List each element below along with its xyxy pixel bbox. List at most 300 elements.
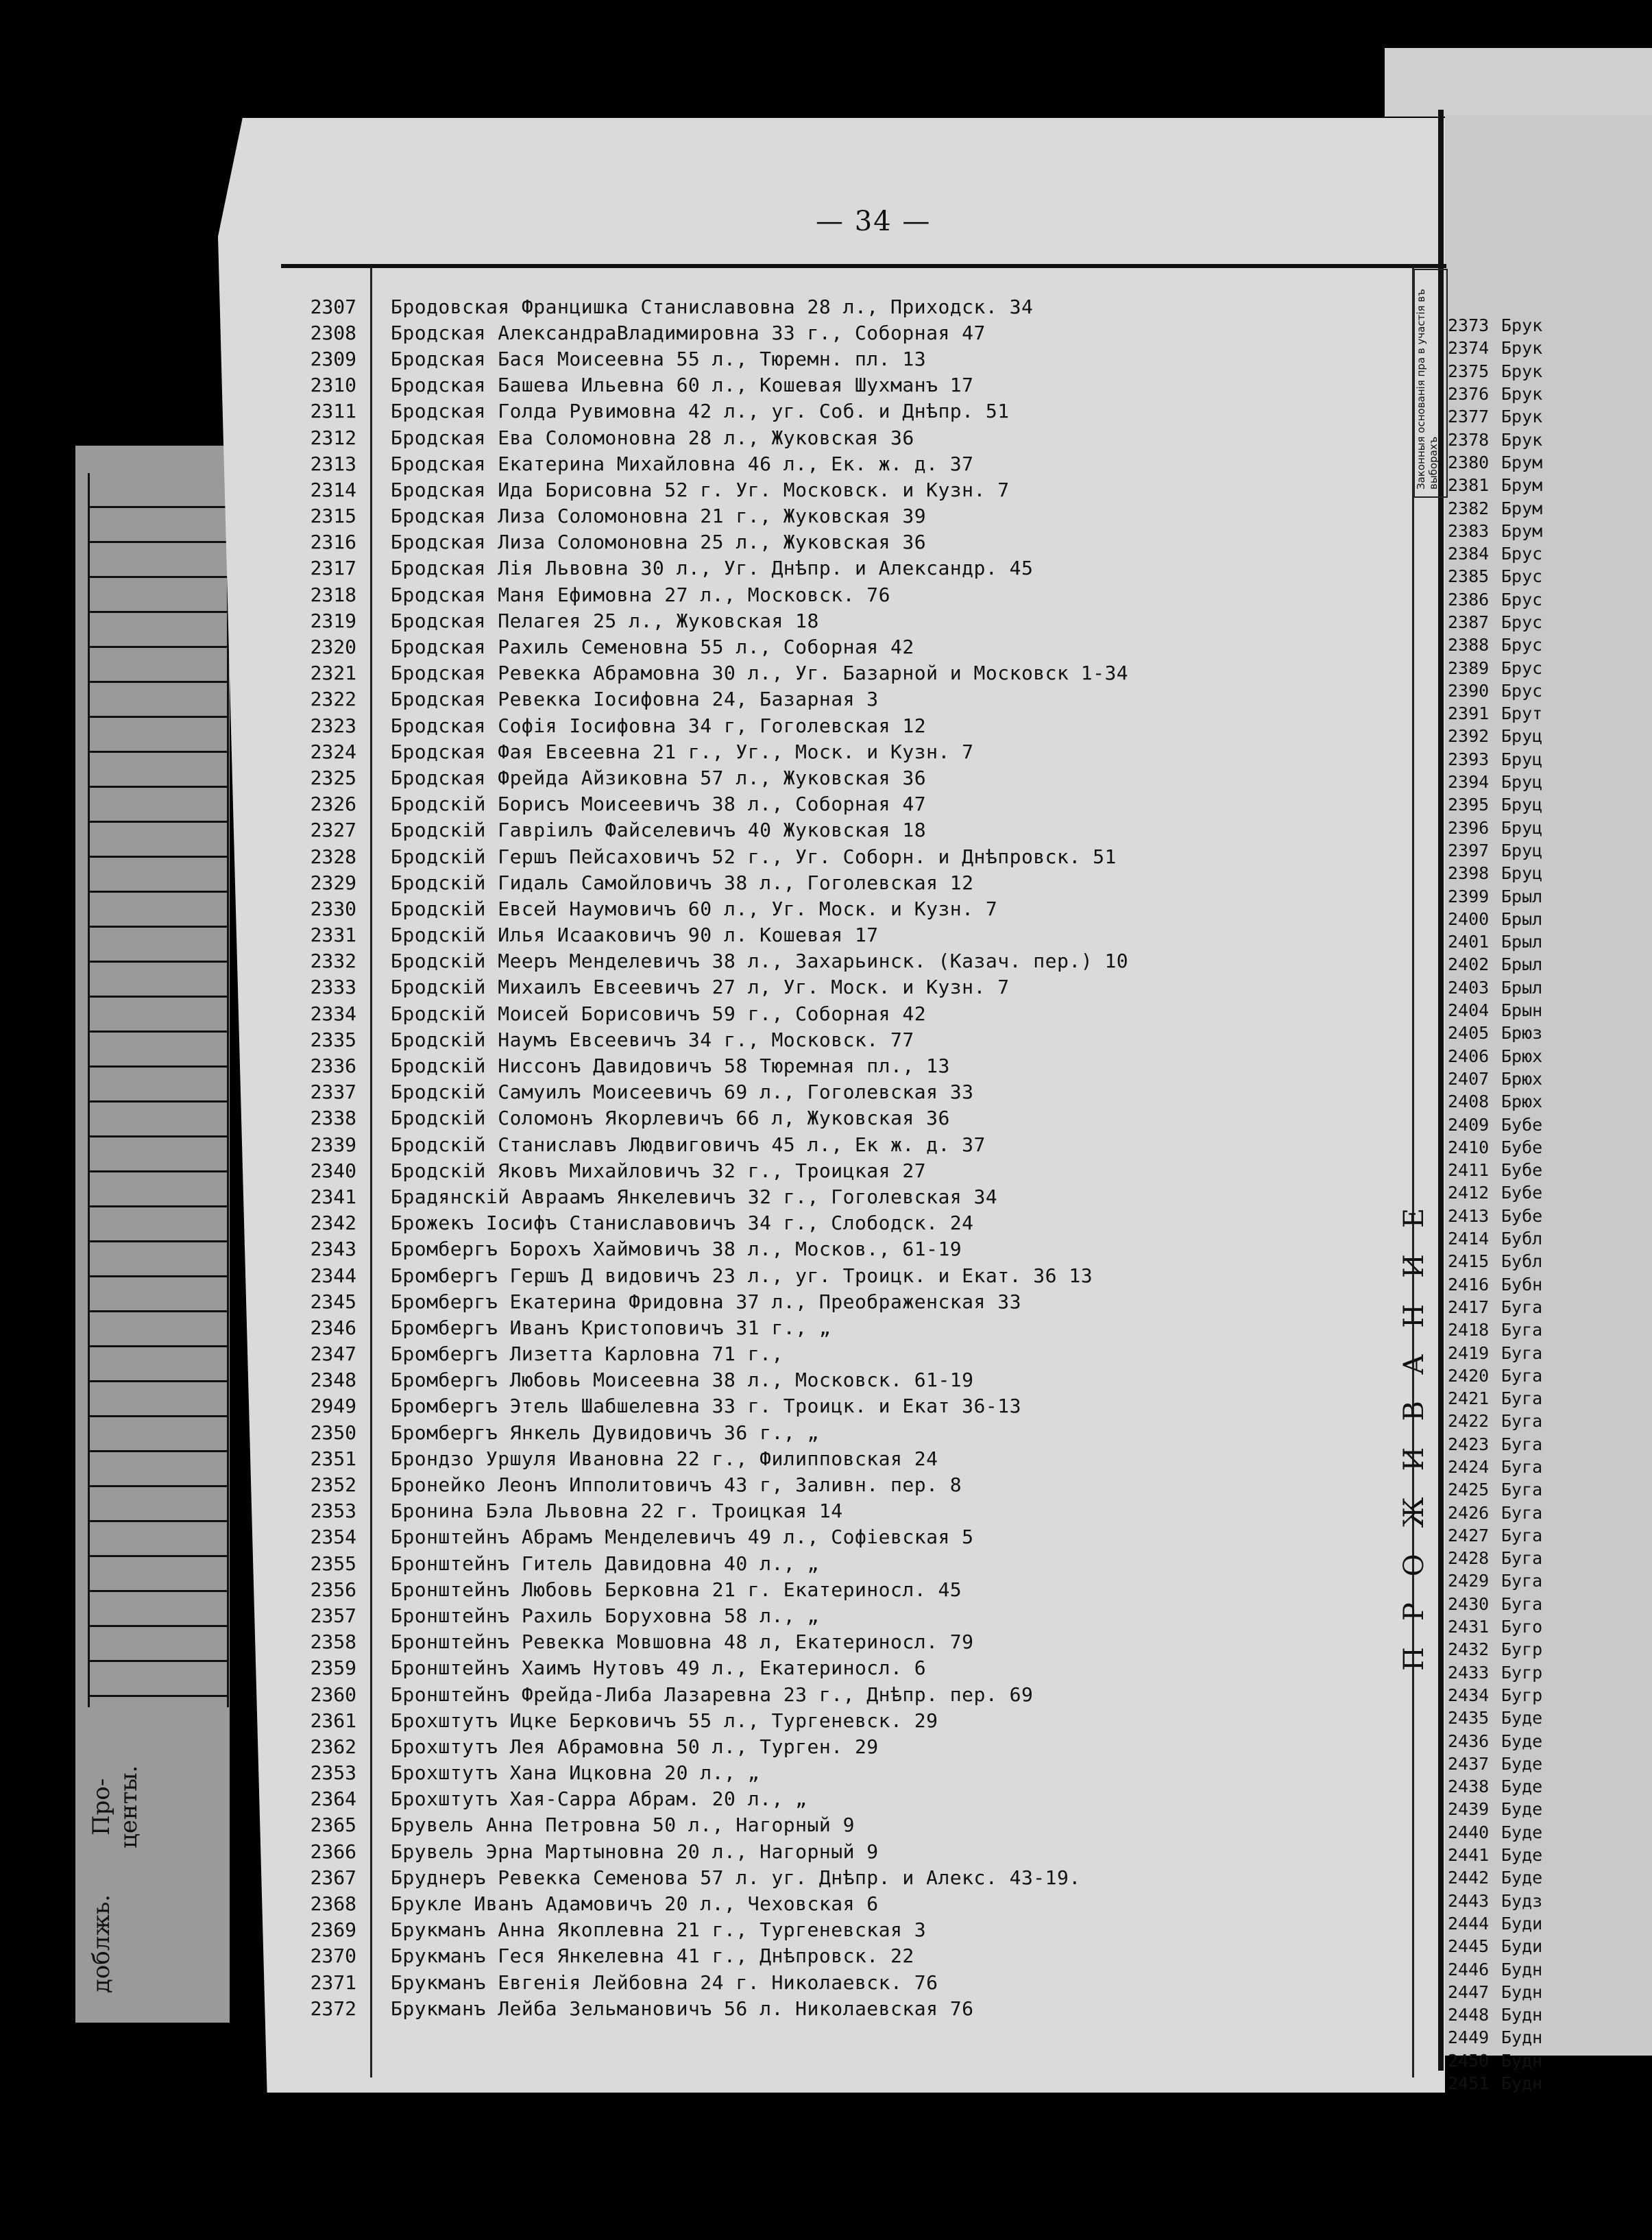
entry-text: Бродскій Ниссонъ Давидовичъ 58 Тюремная пл., 13 — [391, 1055, 950, 1078]
entry-number: 2415 — [1448, 1251, 1490, 1272]
entry-number: 2450 — [1448, 2050, 1490, 2071]
entry-text: Брын — [1501, 1000, 1543, 1021]
list-item — [1448, 1296, 1570, 1318]
list-item — [274, 764, 1128, 791]
entry-number: 2320 — [310, 636, 356, 659]
entry-number: 2449 — [1448, 2027, 1490, 2048]
entry-number: 2443 — [1448, 1890, 1490, 1911]
list-item — [274, 1157, 1128, 1183]
list-item — [1448, 1227, 1570, 1250]
entry-number: 2441 — [1448, 1845, 1490, 1866]
entry-number: 2342 — [310, 1212, 356, 1235]
entry-number: 2389 — [1448, 658, 1490, 678]
entry-text: Бронштейнъ Хаимъ Нутовъ 49 л., Екатериносл. 6 — [391, 1657, 927, 1680]
entry-number: 2410 — [1448, 1137, 1490, 1157]
list-item — [274, 1655, 1128, 1681]
entry-text: Бродскій Мееръ Менделевичъ 38 л., Захарьинск. (Казач. пер.) 10 — [391, 950, 1129, 973]
entry-number: 2319 — [310, 609, 356, 632]
list-item — [1448, 542, 1570, 565]
list-item — [1448, 839, 1570, 862]
list-item — [274, 1838, 1128, 1864]
entry-text: Брувель Анна Петровна 50 л., Нагорный 9 — [391, 1814, 855, 1837]
entry-number: 2421 — [1448, 1388, 1490, 1409]
list-item — [1448, 862, 1570, 884]
entry-number: 2407 — [1448, 1068, 1490, 1089]
list-item — [1448, 1707, 1570, 1729]
entry-text: Буди — [1501, 1936, 1543, 1957]
voter-list — [274, 293, 1128, 2021]
entry-number: 2344 — [310, 1264, 356, 1287]
entry-number: 2427 — [1448, 1525, 1490, 1545]
strip-label-bottom: доблжь. — [88, 1894, 115, 1994]
list-item — [1448, 1181, 1570, 1204]
entry-number: 2424 — [1448, 1456, 1490, 1477]
list-item — [1448, 725, 1570, 747]
list-item — [1448, 1045, 1570, 1068]
entry-text: Бронштейнъ Гитель Давидовна 40 л., „ — [391, 1552, 819, 1575]
list-item — [1448, 337, 1570, 359]
entry-text: Бронштейнъ Фрейда-Либа Лазаревна 23 г., Днѣпр. пер. 69 — [391, 1683, 1034, 1706]
entry-text: Буга — [1501, 1525, 1543, 1545]
entry-number: 2414 — [1448, 1229, 1490, 1249]
entry-text: Буго — [1501, 1617, 1543, 1637]
list-item — [274, 712, 1128, 738]
entry-text: Бродовская Францишка Станиславовна 28 л., Приходск. 34 — [391, 295, 1034, 318]
entry-text: Брус — [1501, 635, 1543, 655]
entry-text: Брожекъ Іосифъ Станиславовичъ 34 г., Слободск. 24 — [391, 1212, 974, 1235]
entry-text: Бронина Бэла Львовна 22 г. Троицкая 14 — [391, 1500, 843, 1523]
legal-basis-label: Законныя основанія пра в участія въ выборахъ — [1415, 289, 1440, 490]
entry-number: 2388 — [1448, 635, 1490, 655]
entry-number: 2437 — [1448, 1753, 1490, 1774]
list-item — [274, 1890, 1128, 1916]
list-item — [1448, 702, 1570, 725]
entry-number: 2381 — [1448, 475, 1490, 496]
list-item — [1448, 1387, 1570, 1410]
entry-number: 2396 — [1448, 817, 1490, 838]
list-item — [274, 1707, 1128, 1733]
entry-number: 2331 — [310, 924, 356, 947]
entry-number: 2323 — [310, 714, 356, 737]
entry-text: Бруц — [1501, 726, 1543, 747]
list-item — [1448, 2049, 1570, 2072]
entry-number: 2423 — [1448, 1434, 1490, 1454]
list-item — [1448, 1433, 1570, 1456]
entry-text: Брюз — [1501, 1023, 1543, 1044]
list-item — [274, 1629, 1128, 1655]
entry-text: Бубл — [1501, 1251, 1543, 1272]
list-item — [274, 1105, 1128, 1131]
entry-number: 2324 — [310, 740, 356, 763]
entry-text: Бруц — [1501, 772, 1543, 793]
list-item — [1448, 771, 1570, 793]
entry-text: Брум — [1501, 498, 1543, 518]
entry-number: 2400 — [1448, 908, 1490, 929]
entry-number: 2376 — [1448, 384, 1490, 405]
entry-number: 2370 — [310, 1944, 356, 1968]
entry-text: Буга — [1501, 1434, 1543, 1454]
entry-number: 2420 — [1448, 1365, 1490, 1386]
entry-text: Бронштейнъ Абрамъ Менделевичъ 49 л., Софіевская 5 — [391, 1526, 974, 1549]
entry-text: Бродскій Илья Исааковичъ 90 л. Кошевая 17 — [391, 924, 879, 947]
list-item — [1448, 1981, 1570, 2003]
entry-number: 2326 — [310, 793, 356, 816]
entry-text: Бродская Ида Борисовна 52 г. Уг. Московск. и Кузн. 7 — [391, 478, 1010, 501]
entry-number: 2432 — [1448, 1639, 1490, 1660]
entry-number: 2373 — [1448, 315, 1490, 336]
list-item — [1448, 1935, 1570, 1958]
entry-number: 2352 — [310, 1473, 356, 1497]
list-item — [274, 1052, 1128, 1079]
entry-text: Бродская Рахиль Семеновна 55 л., Соборная 42 — [391, 636, 914, 659]
list-item — [274, 424, 1128, 450]
entry-number: 2418 — [1448, 1320, 1490, 1340]
list-item — [274, 1262, 1128, 1288]
entry-number: 2408 — [1448, 1092, 1490, 1112]
entry-number: 2354 — [310, 1526, 356, 1549]
list-item — [274, 1026, 1128, 1052]
entry-text: Бромбергъ Борохъ Хаймовичъ 38 л., Москов., 61-19 — [391, 1238, 962, 1261]
entry-text: Буде — [1501, 1799, 1543, 1820]
entry-number: 2365 — [310, 1814, 356, 1837]
entry-text: Бубе — [1501, 1114, 1543, 1135]
list-item — [274, 948, 1128, 974]
list-item — [274, 293, 1128, 320]
list-item — [1448, 1364, 1570, 1387]
entry-number: 2372 — [310, 1997, 356, 2020]
entry-text: Бронштейнъ Ревекка Мовшовна 48 л, Екатериносл. 79 — [391, 1630, 974, 1654]
entry-text: Бродская Голда Рувимовна 42 л., уг. Соб. и Днѣпр. 51 — [391, 400, 1010, 423]
entry-text: Бродская Фая Евсеевна 21 г., Уг., Моск. и Кузн. 7 — [391, 740, 974, 763]
entry-text: Брохштутъ Хана Ицковна 20 л., „ — [391, 1761, 760, 1785]
entry-number: 2393 — [1448, 749, 1490, 769]
entry-number: 2339 — [310, 1133, 356, 1156]
entry-text: Буде — [1501, 1753, 1543, 1774]
entry-text: Бруц — [1501, 817, 1543, 838]
entry-number: 2362 — [310, 1735, 356, 1758]
entry-number: 2361 — [310, 1709, 356, 1732]
entry-number: 2330 — [310, 897, 356, 920]
list-item — [274, 1681, 1128, 1707]
list-item — [1448, 1798, 1570, 1820]
list-item — [274, 1917, 1128, 1943]
entry-number: 2316 — [310, 531, 356, 554]
entry-text: Брум — [1501, 452, 1543, 472]
entry-text: Брук — [1501, 315, 1543, 336]
entry-number: 2317 — [310, 557, 356, 580]
entry-text: Брус — [1501, 658, 1543, 678]
entry-text: Бродскій Гершъ Пейсаховичъ 52 г., Уг. Соборн. и Днѣпровск. 51 — [391, 845, 1117, 868]
list-item — [1448, 1159, 1570, 1181]
entry-text: Будн — [1501, 2073, 1543, 2093]
entry-text: Бродская Маня Ефимовна 27 л., Московск. 76 — [391, 583, 891, 606]
list-item — [274, 1969, 1128, 1995]
list-item — [274, 1183, 1128, 1209]
entry-text: Бродская АлександраВладимировна 33 г., Соборная 47 — [391, 321, 986, 344]
entry-number: 2364 — [310, 1787, 356, 1811]
entry-text: Брук — [1501, 429, 1543, 450]
entry-text: Брук — [1501, 361, 1543, 381]
list-item — [1448, 451, 1570, 474]
entry-number: 2447 — [1448, 1982, 1490, 2002]
entry-number: 2312 — [310, 426, 356, 449]
entry-number: 2338 — [310, 1107, 356, 1130]
list-item — [274, 660, 1128, 686]
list-item — [1448, 1958, 1570, 1980]
entry-number: 2328 — [310, 845, 356, 868]
list-item — [274, 1419, 1128, 1445]
list-item — [274, 1367, 1128, 1393]
entry-text: Буга — [1501, 1593, 1543, 1614]
entry-number: 2949 — [310, 1395, 356, 1418]
entry-text: Бродскій Михаилъ Евсеевичъ 27 л, Уг. Моск. и Кузн. 7 — [391, 976, 1010, 999]
entry-text: Буга — [1501, 1456, 1543, 1477]
entry-number: 2425 — [1448, 1480, 1490, 1500]
list-item — [274, 634, 1128, 660]
entry-text: Бродскій Борисъ Моисеевичъ 38 л., Соборная 47 — [391, 793, 927, 816]
entry-text: Брук — [1501, 338, 1543, 359]
entry-text: Бродскій Моисей Борисовичъ 59 г., Соборная 42 — [391, 1002, 927, 1025]
entry-number: 2313 — [310, 452, 356, 475]
entry-number: 2438 — [1448, 1777, 1490, 1797]
entry-text: Бронштейнъ Любовь Берковна 21 г. Екатериносл. 45 — [391, 1578, 962, 1601]
entry-text: Бродская Башева Ильевна 60 л., Кошевая Шухманъ 17 — [391, 374, 974, 397]
list-item — [274, 503, 1128, 529]
list-item — [274, 1210, 1128, 1236]
entry-text: Буга — [1501, 1571, 1543, 1591]
list-item — [274, 1236, 1128, 1262]
legal-basis-column-header — [1413, 269, 1448, 498]
ledger-grid-strip — [88, 473, 229, 1707]
entry-number: 2355 — [310, 1552, 356, 1575]
entry-number: 2310 — [310, 374, 356, 397]
list-item — [1448, 1912, 1570, 1935]
list-item — [274, 1943, 1128, 1969]
entry-text: Брохштутъ Хая-Сарра Абрам. 20 л., „ — [391, 1787, 807, 1811]
entry-number: 2403 — [1448, 977, 1490, 998]
list-item — [274, 1733, 1128, 1759]
entry-number: 2417 — [1448, 1297, 1490, 1317]
entry-number: 2336 — [310, 1055, 356, 1078]
list-item — [1448, 1684, 1570, 1707]
entry-number: 2404 — [1448, 1000, 1490, 1021]
list-item — [274, 974, 1128, 1000]
entry-text: Буга — [1501, 1365, 1543, 1386]
entry-number: 2419 — [1448, 1342, 1490, 1363]
entry-text: Бромбергъ Лизетта Карловна 71 г., — [391, 1342, 784, 1366]
entry-number: 2429 — [1448, 1571, 1490, 1591]
list-item — [1448, 1273, 1570, 1295]
entry-text: Будн — [1501, 1982, 1543, 2002]
entry-text: Бугр — [1501, 1685, 1543, 1705]
entry-number: 2434 — [1448, 1685, 1490, 1705]
entry-text: Буде — [1501, 1845, 1543, 1866]
entry-number: 2378 — [1448, 429, 1490, 450]
entry-text: Брус — [1501, 589, 1543, 610]
entry-number: 2386 — [1448, 589, 1490, 610]
list-item — [1448, 930, 1570, 953]
entry-number: 2409 — [1448, 1114, 1490, 1135]
entry-number: 2383 — [1448, 520, 1490, 541]
list-item — [274, 398, 1128, 424]
list-item — [1448, 611, 1570, 634]
entry-number: 2411 — [1448, 1160, 1490, 1181]
entry-text: Бубе — [1501, 1183, 1543, 1203]
entry-text: Буга — [1501, 1411, 1543, 1432]
entry-number: 2367 — [310, 1866, 356, 1889]
entry-text: Бромбергъ Екатерина Фридовна 37 л., Преображенская 33 — [391, 1290, 1021, 1313]
list-item — [274, 1812, 1128, 1838]
list-item — [274, 817, 1128, 843]
entry-number: 2327 — [310, 819, 356, 842]
list-item — [1448, 1729, 1570, 1752]
entry-number: 2442 — [1448, 1868, 1490, 1888]
list-item — [1448, 1638, 1570, 1661]
list-item — [274, 477, 1128, 503]
list-item — [1448, 1866, 1570, 1889]
entry-number: 2402 — [1448, 954, 1490, 975]
entry-number: 2446 — [1448, 1959, 1490, 1979]
list-item — [1448, 1250, 1570, 1273]
residence-column-heading: ПРОЖИВАНИЕ — [1398, 1181, 1430, 1671]
entry-text: Бродская Лиза Соломоновна 21 г., Жуковская 39 — [391, 505, 927, 528]
list-item — [274, 346, 1128, 372]
list-item — [1448, 1068, 1570, 1090]
entry-number: 2307 — [310, 295, 356, 318]
header-rule — [281, 264, 1446, 268]
entry-number: 2401 — [1448, 932, 1490, 952]
entry-number: 2347 — [310, 1342, 356, 1366]
entry-number: 2413 — [1448, 1205, 1490, 1226]
list-item — [1448, 1090, 1570, 1113]
entry-text: Брадянскій Авраамъ Янкелевичъ 32 г., Гоголевская 34 — [391, 1185, 998, 1208]
entry-number: 2341 — [310, 1185, 356, 1208]
list-item — [1448, 405, 1570, 428]
entry-number: 2334 — [310, 1002, 356, 1025]
entry-text: Будн — [1501, 2027, 1543, 2048]
entry-text: Брыл — [1501, 954, 1543, 975]
entry-number: 2377 — [1448, 407, 1490, 427]
list-item — [274, 555, 1128, 581]
entry-number: 2351 — [310, 1447, 356, 1470]
entry-text: Бродскій Наумъ Евсеевичъ 34 г., Московск. 77 — [391, 1028, 914, 1051]
entry-number: 2311 — [310, 400, 356, 423]
list-item — [1448, 2003, 1570, 2026]
entry-text: Бродская Екатерина Михайловна 46 л., Ек. ж. д. 37 — [391, 452, 974, 475]
list-item — [1448, 1456, 1570, 1478]
entry-number: 2345 — [310, 1290, 356, 1313]
entry-number: 2445 — [1448, 1936, 1490, 1957]
entry-text: Брук — [1501, 384, 1543, 405]
entry-text: Бродскій Гидаль Самойловичъ 38 л., Гоголевская 12 — [391, 871, 974, 894]
list-item — [274, 1000, 1128, 1026]
entry-number: 2416 — [1448, 1274, 1490, 1294]
list-item — [1448, 2026, 1570, 2049]
entry-text: Бубе — [1501, 1205, 1543, 1226]
list-item — [1448, 1775, 1570, 1798]
list-item — [274, 738, 1128, 764]
list-item — [274, 1445, 1128, 1471]
entry-number: 2394 — [1448, 772, 1490, 793]
entry-number: 2358 — [310, 1630, 356, 1654]
list-item — [1448, 679, 1570, 702]
list-item — [1448, 953, 1570, 976]
entry-text: Буде — [1501, 1868, 1543, 1888]
list-item — [274, 922, 1128, 948]
entry-number: 2435 — [1448, 1708, 1490, 1729]
entry-number: 2333 — [310, 976, 356, 999]
entry-number: 2325 — [310, 766, 356, 789]
list-item — [1448, 1569, 1570, 1592]
list-item — [274, 1131, 1128, 1157]
list-item — [274, 372, 1128, 398]
entry-number: 2448 — [1448, 2005, 1490, 2025]
entry-number: 2315 — [310, 505, 356, 528]
entry-text: Бубе — [1501, 1137, 1543, 1157]
list-item — [1448, 1844, 1570, 1866]
entry-number: 2375 — [1448, 361, 1490, 381]
entry-text: Брум — [1501, 475, 1543, 496]
list-item — [274, 320, 1128, 346]
list-item — [274, 1576, 1128, 1602]
list-item — [1448, 1821, 1570, 1844]
list-item — [274, 1079, 1128, 1105]
entry-number: 2391 — [1448, 703, 1490, 724]
list-item — [1448, 748, 1570, 771]
entry-text: Бруц — [1501, 795, 1543, 815]
entry-text: Бромбергъ Янкель Дувидовичъ 36 г., „ — [391, 1421, 819, 1444]
entry-number: 2318 — [310, 583, 356, 606]
entry-text: Брыл — [1501, 932, 1543, 952]
list-item — [274, 1995, 1128, 2021]
entry-text: Брондзо Уршуля Ивановна 22 г., Филипповская 24 — [391, 1447, 938, 1470]
entry-text: Бродскій Яковъ Михайловичъ 32 г., Троицкая 27 — [391, 1159, 927, 1182]
entry-number: 2359 — [310, 1657, 356, 1680]
entry-text: Бродская Ревекка Іосифовна 24, Базарная 3 — [391, 688, 879, 711]
list-item — [1448, 1318, 1570, 1341]
entry-number: 2395 — [1448, 795, 1490, 815]
list-item — [1448, 314, 1570, 337]
list-item — [274, 1471, 1128, 1497]
entry-text: Буга — [1501, 1502, 1543, 1523]
list-item — [1448, 1547, 1570, 1569]
entry-text: Бродская Пелагея 25 л., Жуковская 18 — [391, 609, 819, 632]
list-item — [1448, 1410, 1570, 1432]
entry-text: Буга — [1501, 1342, 1543, 1363]
list-item — [1448, 360, 1570, 383]
entry-number: 2444 — [1448, 1913, 1490, 1934]
entry-text: Брыл — [1501, 908, 1543, 929]
entry-text: Брохштутъ Лея Абрамовна 50 л., Турген. 29 — [391, 1735, 879, 1758]
list-item — [274, 607, 1128, 634]
entry-text: Будн — [1501, 1959, 1543, 1979]
entry-text: Брукманъ Геся Янкелевна 41 г., Днѣпровск. 22 — [391, 1944, 914, 1968]
entry-number: 2314 — [310, 478, 356, 501]
entry-text: Бродскій Станиславъ Людвиговичъ 45 л., Ек ж. д. 37 — [391, 1133, 986, 1156]
entry-text: Брукманъ Евгенія Лейбовна 24 г. Николаевск. 76 — [391, 1971, 938, 1994]
entry-text: Бродская Лиза Соломоновна 25 л., Жуковская 36 — [391, 531, 927, 554]
entry-text: Бубе — [1501, 1160, 1543, 1181]
entry-text: Бромбергъ Гершъ Д видовичъ 23 л., уг. Троицк. и Екат. 36 13 — [391, 1264, 1093, 1287]
entry-text: Бруднеръ Ревекка Семенова 57 л. уг. Днѣпр. и Алекс. 43-19. — [391, 1866, 1081, 1889]
list-item — [1448, 520, 1570, 542]
entry-text: Бродская Лія Львовна 30 л., Уг. Днѣпр. и Александр. 45 — [391, 557, 1034, 580]
entry-text: Брыл — [1501, 977, 1543, 998]
list-item — [1448, 1478, 1570, 1501]
next-page-top-edge — [1385, 48, 1652, 117]
entry-text: Будз — [1501, 1890, 1543, 1911]
entry-number: 2451 — [1448, 2073, 1490, 2093]
